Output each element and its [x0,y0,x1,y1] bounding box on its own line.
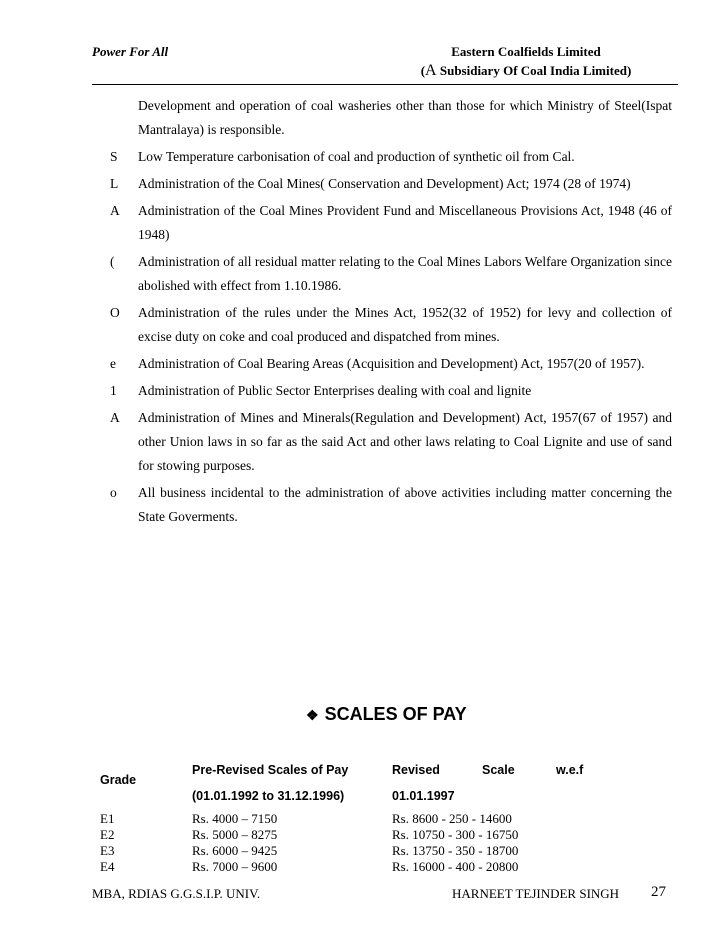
list-marker: 1 [110,383,117,398]
col-header-grade: Grade [100,773,137,787]
list-marker: ( [110,254,115,269]
header-company-block [376,42,676,80]
col-header-revised: Revised [392,763,440,777]
list-item [110,301,672,349]
list-text: Administration of the rules under the Mines Act, 1952(32 of 1952) for levy and collection of excise duty on coke and coal produced and dispatched from mines. [138,305,672,344]
list-item [110,199,672,247]
cell-pre-revised: Rs. 4000 – 7150 [192,811,278,826]
col-header-pre-revised: Pre-Revised Scales of Pay [192,763,349,777]
cell-grade: E1 [100,811,115,826]
col-header-wef: w.e.f [556,763,584,777]
col-header-revised-date: 01.01.1997 [392,789,455,803]
header-subsidiary: (A Subsidiary Of Coal India Limited) [420,62,632,79]
list-item [110,481,672,529]
list-item [110,145,672,169]
page-number: 27 [651,884,666,900]
diamond-bullet-icon: ❖ [306,707,319,723]
cell-grade: E2 [100,827,115,842]
cell-revised: Rs. 16000 - 400 - 20800 [392,859,519,874]
list-text: Administration of Coal Bearing Areas (Acquisition and Development) Act, 1957(20 of 1957). [138,356,645,371]
list-text: Administration of the Coal Mines Provident Fund and Miscellaneous Provisions Act, 1948 (46 of 1948) [138,203,672,242]
list-item [110,379,672,403]
list-text: Low Temperature carbonisation of coal and production of synthetic oil from Cal. [138,149,575,164]
cell-pre-revised: Rs. 6000 – 9425 [192,843,278,858]
list-text: Development and operation of coal washeries other than those for which Ministry of Steel(Ispat Mantralaya) is responsible. [138,98,672,137]
list-marker: A [110,203,120,218]
header-company: Eastern Coalfields Limited [451,44,601,59]
section-title-text: SCALES OF PAY [324,704,467,724]
list-marker: e [110,356,116,371]
section-title [306,704,467,725]
list-text: All business incidental to the administration of above activities including matter concerning the State Goverments. [138,485,672,524]
list-marker: L [110,176,119,191]
footer-institution: MBA, RDIAS G.G.S.I.P. UNIV. [92,886,261,901]
cell-revised: Rs. 8600 - 250 - 14600 [392,811,512,826]
list-text: Administration of Mines and Minerals(Regulation and Development) Act, 1957(67 of 1957) and other Union laws in so far as the said Act and other laws relating to Coal Lignite and use of sand for stowing purposes. [138,410,672,473]
list-item [110,94,672,142]
list-item [110,250,672,298]
cell-revised: Rs. 13750 - 350 - 18700 [392,843,519,858]
list-item [110,352,672,376]
list-marker: S [110,149,118,164]
list-marker: o [110,485,117,500]
header-tagline: Power For All [92,44,169,59]
col-header-pre-revised-period: (01.01.1992 to 31.12.1996) [192,789,345,803]
col-header-scale: Scale [482,763,515,777]
list-marker [110,94,138,142]
cell-pre-revised: Rs. 7000 – 9600 [192,859,278,874]
list-item [110,406,672,478]
header-divider [92,84,678,85]
list-text: Administration of the Coal Mines( Conservation and Development) Act; 1974 (28 of 1974) [138,176,631,191]
list-item [110,172,672,196]
cell-revised: Rs. 10750 - 300 - 16750 [392,827,519,842]
cell-grade: E4 [100,859,115,874]
list-text: Administration of all residual matter relating to the Coal Mines Labors Welfare Organization since abolished with effect from 1.10.1986. [138,254,672,293]
list-marker: O [110,305,120,320]
footer-author: HARNEET TEJINDER SINGH [452,886,620,901]
cell-pre-revised: Rs. 5000 – 8275 [192,827,278,842]
list-marker: A [110,410,120,425]
list-text: Administration of Public Sector Enterprises dealing with coal and lignite [138,383,532,398]
responsibilities-list [110,94,672,532]
cell-grade: E3 [100,843,115,858]
